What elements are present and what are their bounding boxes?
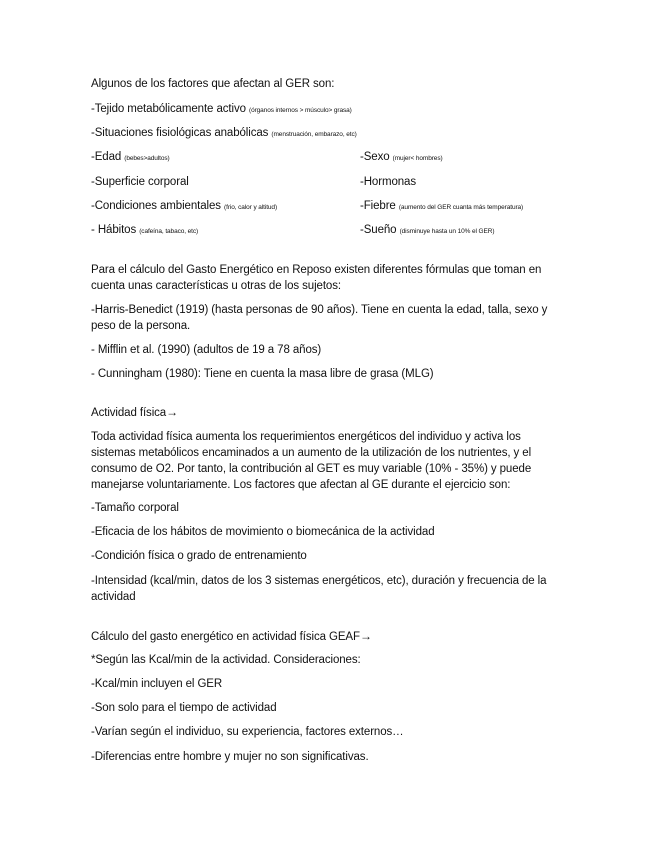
actividad-item: -Eficacia de los hábitos de movimiento o biomecánica de la actividad <box>91 526 435 538</box>
formula-mifflin: - Mifflin et al. (1990) (adultos de 19 a 78 años) <box>91 344 322 356</box>
factor-sueno <box>360 222 494 240</box>
arrow-right-icon: → <box>166 405 179 419</box>
factor-fiebre-label: -Fiebre <box>360 200 396 212</box>
actividad-heading-text: Actividad física <box>91 407 167 419</box>
factor-situaciones-label: -Situaciones fisiológicas anabólicas <box>91 127 269 139</box>
factor-tejido-label: -Tejido metabólicamente activo <box>91 103 246 115</box>
geaf-heading <box>91 628 372 645</box>
factor-habitos-note: (cafeína, tabaco, etc) <box>139 228 199 235</box>
actividad-heading <box>91 404 178 421</box>
factor-tejido-note: (órganos internos > músculo> grasa) <box>249 107 352 114</box>
factor-sexo-note: (mujer< hombres) <box>392 155 443 162</box>
factor-sexo-label: -Sexo <box>360 151 390 163</box>
arrow-right-icon: → <box>359 629 372 643</box>
factor-edad-label: -Edad <box>91 151 122 163</box>
actividad-paragraph: Toda actividad física aumenta los requerimientos energéticos del individuo y activa los sistemas metabólicos encaminados a un aumento de la utilización de los nutrientes, y el consumo de O2. Por tanto, la contribución al GET es muy variable (10% - 35%) y puede manejarse voluntariamente. Los factores que afectan al GE durante el ejercicio son: <box>91 431 532 491</box>
factor-habitos-label: - Hábitos <box>91 224 137 236</box>
factor-fiebre <box>360 198 523 216</box>
factor-superficie: -Superficie corporal <box>91 176 189 188</box>
factor-situaciones-note: (menstruación, embarazo, etc) <box>271 131 357 138</box>
geaf-item: -Kcal/min incluyen el GER <box>91 678 223 690</box>
formula-harris: -Harris-Benedict (1919) (hasta personas de 90 años). Tiene en cuenta la edad, talla, sexo y peso de la persona. <box>91 304 548 332</box>
factor-condiciones-label: -Condiciones ambientales <box>91 200 221 212</box>
factor-fiebre-note: (aumento del GER cuanta más temperatura) <box>398 204 524 211</box>
geaf-intro: *Según las Kcal/min de la actividad. Consideraciones: <box>91 654 361 666</box>
factor-hormonas: -Hormonas <box>360 176 416 188</box>
actividad-item: -Intensidad (kcal/min, datos de los 3 sistemas energéticos, etc), duración y frecuencia de la actividad <box>91 575 547 603</box>
factor-sueno-label: -Sueño <box>360 224 397 236</box>
factor-situaciones <box>91 125 357 143</box>
factor-edad <box>91 149 170 167</box>
actividad-item: -Condición física o grado de entrenamiento <box>91 550 307 562</box>
geaf-item: -Varían según el individuo, su experiencia, factores externos… <box>91 726 404 738</box>
factor-condiciones-note: (frio, calor y altitud) <box>224 204 278 211</box>
reposo-intro: Para el cálculo del Gasto Energético en Reposo existen diferentes fórmulas que toman en cuenta unas características u otras de los sujetos: <box>91 264 542 292</box>
geaf-item: -Diferencias entre hombre y mujer no son significativas. <box>91 751 369 763</box>
formula-cunningham: - Cunningham (1980): Tiene en cuenta la masa libre de grasa (MLG) <box>91 368 434 380</box>
geaf-item: -Son solo para el tiempo de actividad <box>91 702 277 714</box>
factor-condiciones <box>91 198 277 216</box>
geaf-heading-text: Cálculo del gasto energético en actividad física GEAF <box>91 631 360 643</box>
factors-heading: Algunos de los factores que afectan al GER son: <box>91 78 335 90</box>
factor-edad-note: (bebes>adultos) <box>124 155 170 162</box>
factor-sexo <box>360 149 443 167</box>
factor-sueno-note: (disminuye hasta un 10% el GER) <box>399 228 495 235</box>
factor-habitos <box>91 222 198 240</box>
actividad-item: -Tamaño corporal <box>91 502 179 514</box>
factor-tejido <box>91 101 352 119</box>
